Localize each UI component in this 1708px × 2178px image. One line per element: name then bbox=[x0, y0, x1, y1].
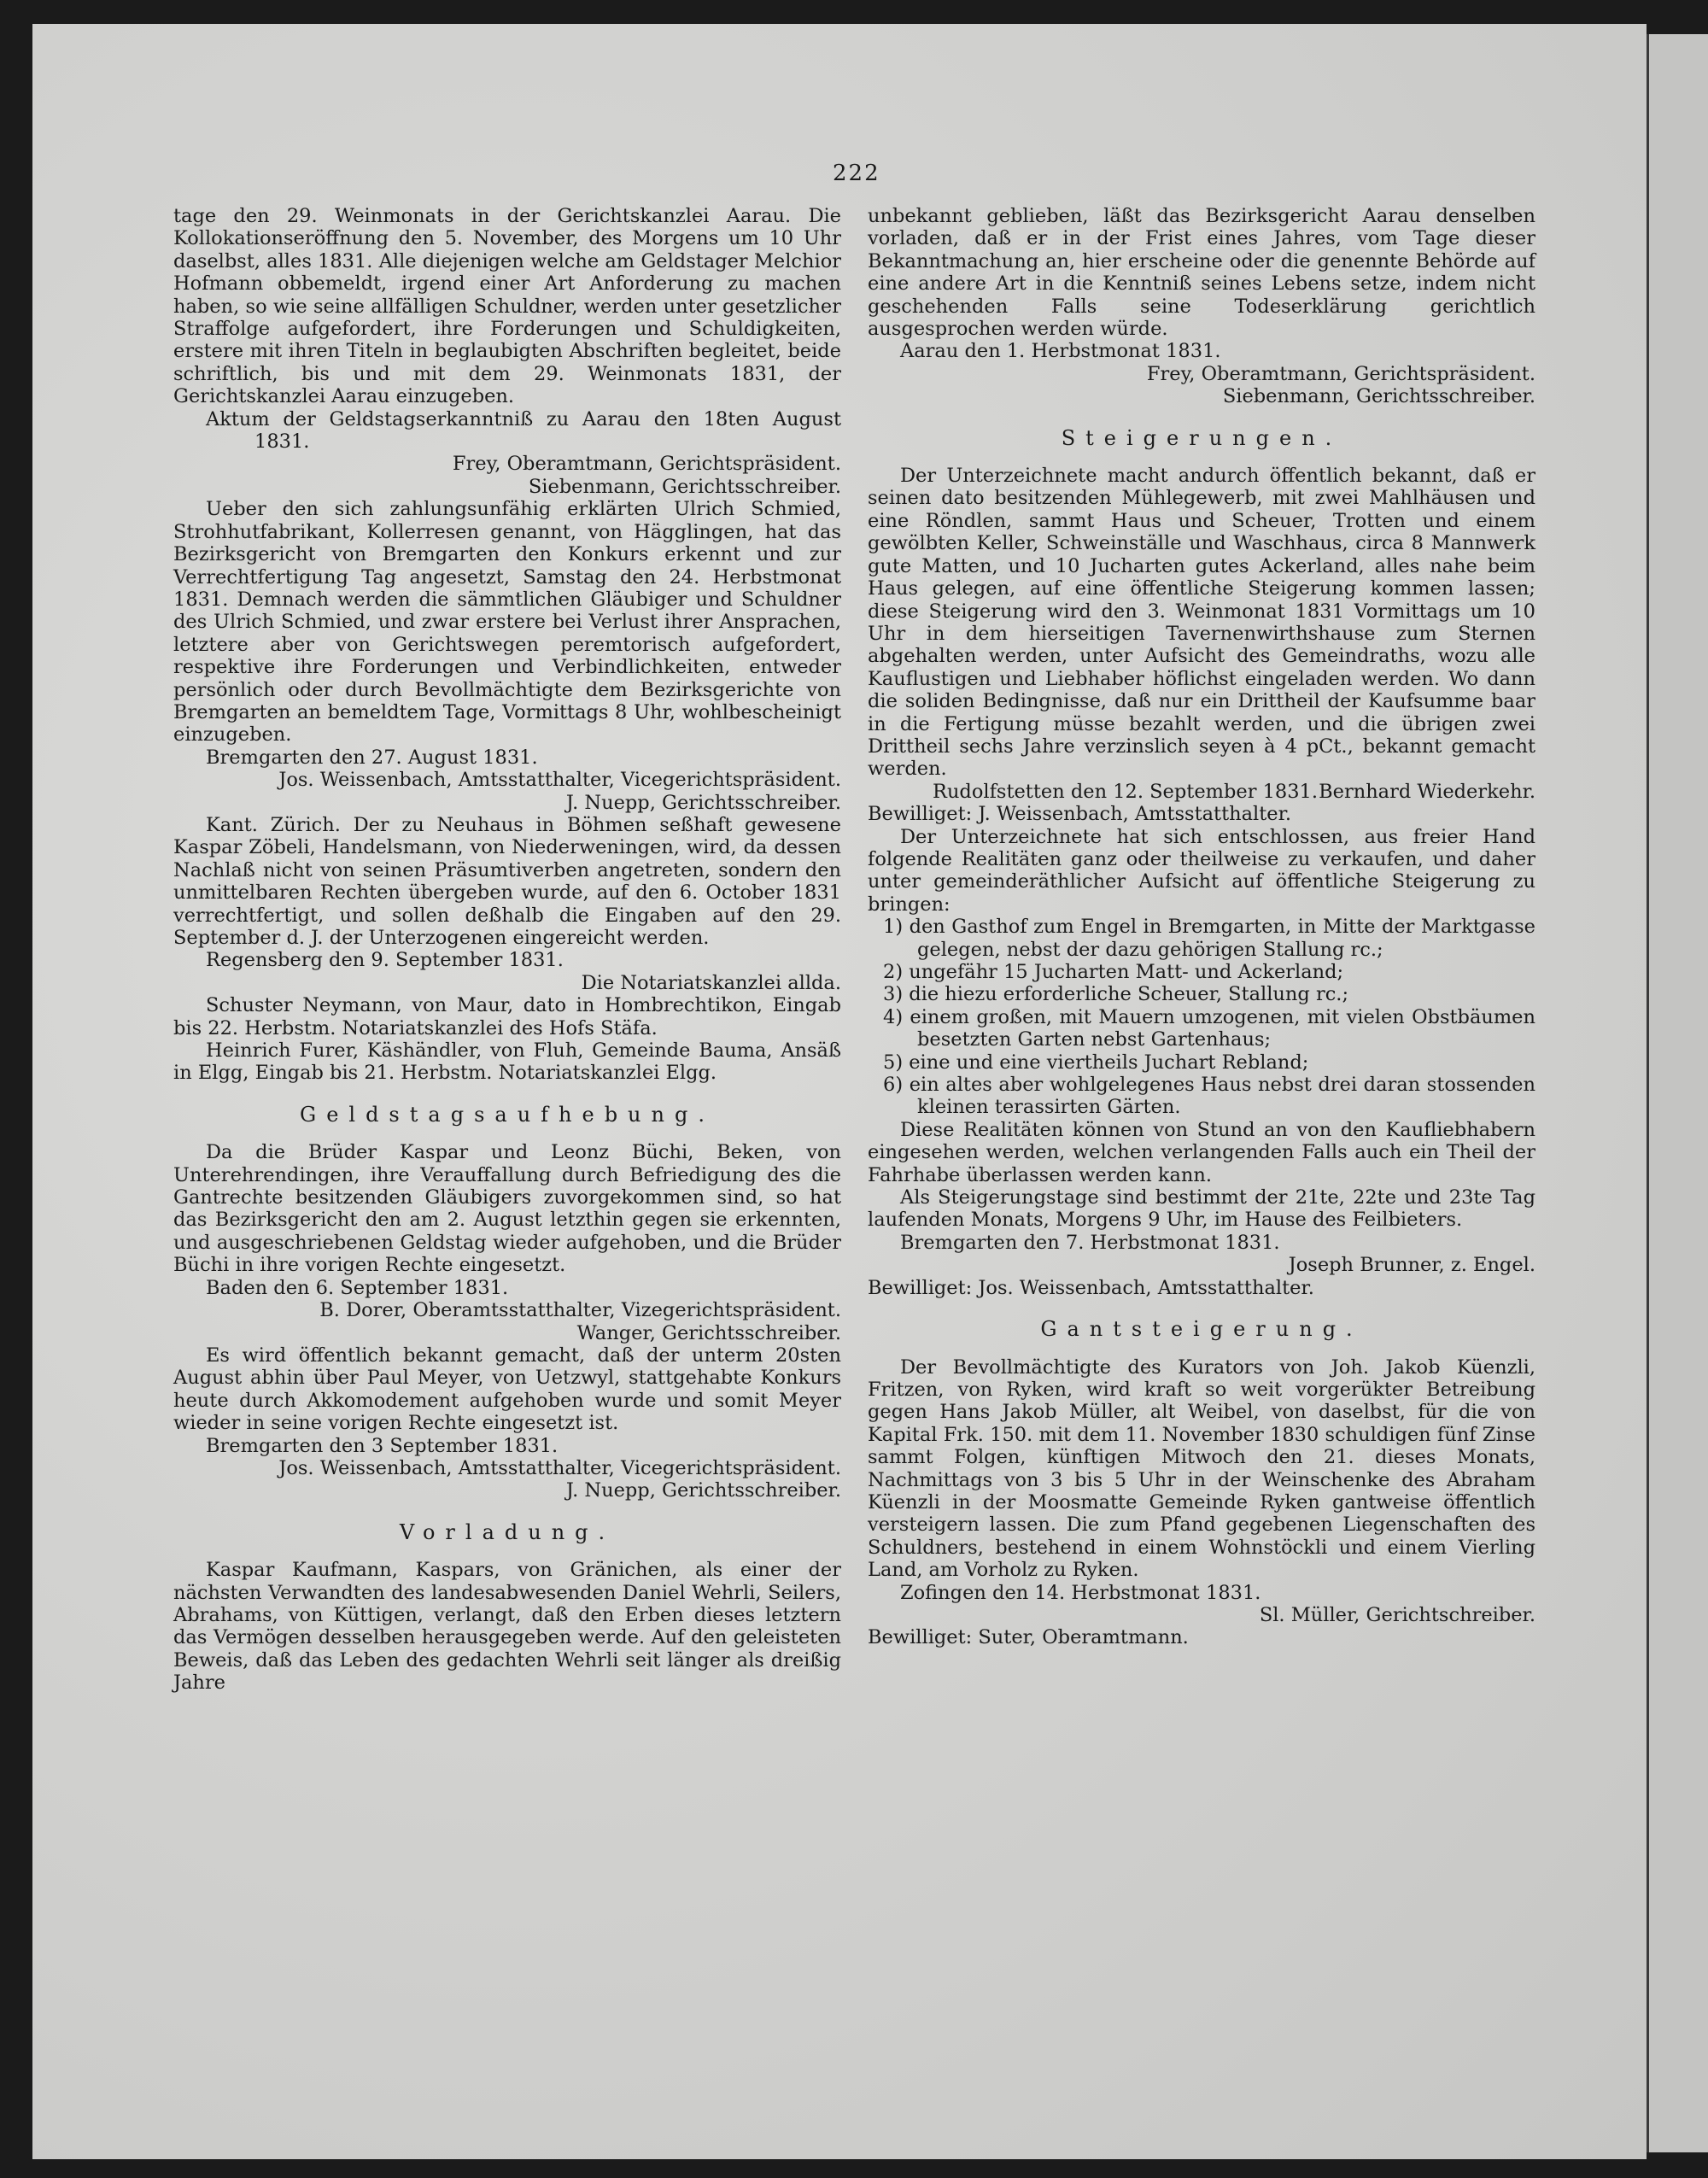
dateline: Aarau den 1. Herbstmonat 1831. bbox=[900, 340, 1221, 363]
dateline: Bremgarten den 3 September 1831. bbox=[206, 1434, 559, 1457]
section-heading: Vorladung. bbox=[399, 1519, 616, 1544]
list-item: 6) ein altes aber wohlgelegenes Haus nebst drei daran stossenden kleinen terassirten Gärten. bbox=[883, 1074, 1535, 1119]
section-heading: Steigerungen. bbox=[1061, 425, 1342, 450]
notice-paragraph: Der Bevollmächtigte des Kurators von Joh. Jakob Küenzli, Fritzen, von Ryken, wird kraft so weit vorgerükter Betreibung gegen Hans Jakob Müller, alt Weibel, von daselbst, für die von Kapital Frk. 150. mit dem 11. November 1830 schuldigen fünf Zinse sammt Folgen, künftigen Mitwoch den 21. dieses Monats, Nachmittags von 3 bis 5 Uhr in der Weinschenke des Abraham Küenzli in der Moosmatte Gemeinde Ryken gantweise öffentlich versteigern lassen. Die zum Pfand gegebenen Liegenschaften des Schuldners, bestehend in einem Wohnstöckli und einem Vierling Land, am Vorholz zu Ryken. bbox=[868, 1355, 1535, 1582]
signature: Wanger, Gerichtsschreiber. bbox=[576, 1321, 841, 1344]
approval: Bewilliget: J. Weissenbach, Amtsstatthalter. bbox=[868, 803, 1292, 826]
signature: Jos. Weissenbach, Amtsstatthalter, Vicegerichtspräsident. bbox=[278, 769, 841, 792]
list-item: 3) die hiezu erforderliche Scheuer, Stallung rc.; bbox=[883, 983, 1349, 1006]
property-list bbox=[868, 916, 1535, 1119]
list-item: 4) einem großen, mit Mauern umzogenen, mit vielen Obstbäumen besetzten Garten nebst Gartenhaus; bbox=[883, 1005, 1535, 1051]
adjacent-page-edge bbox=[1647, 34, 1708, 2152]
notice-paragraph: Kant. Zürich. Der zu Neuhaus in Böhmen seßhaft gewesene Kaspar Zöbeli, Handelsmann, von Niederweningen, wird, da dessen Nachlaß nicht von seinen Präsumtiverben angetreten, sondern den unmittelbaren Rechten übergeben wurde, auf den 6. October 1831 verrechtfertigt, und sollen deßhalb die Eingaben auf den 29. September d. J. der Unterzogenen eingereicht werden. bbox=[173, 813, 841, 949]
signature: Joseph Brunner, z. Engel. bbox=[1288, 1254, 1535, 1277]
signature: J. Nuepp, Gerichtsschreiber. bbox=[565, 1479, 841, 1502]
signature: Die Notariatskanzlei allda. bbox=[581, 971, 841, 994]
list-item: 2) ungefähr 15 Jucharten Matt- und Ackerland; bbox=[883, 961, 1344, 983]
dateline: Zofingen den 14. Herbstmonat 1831. bbox=[900, 1581, 1261, 1604]
notice-paragraph: Der Unterzeichnete macht andurch öffentlich bekannt, daß er seinen dato besitzenden Mühlegewerb, mit zwei Mahlhäusen und eine Röndlen, sammt Haus und Scheuer, Trotten und einem gewölbten Keller, Schweinställe und Waschhaus, circa 8 Mannwerk gute Matten, und 10 Jucharten gutes Ackerland, alles nahe beim Haus gelegen, auf eine öffentliche Steigerung kommen lassen; diese Steigerung wird den 3. Weinmonat 1831 Vormittags um 10 Uhr in dem hierseitigen Tavernenwirthshause zum Sternen abgehalten werden, unter Aufsicht des Gemeindraths, wozu alle Kauflustigen und Liebhaber höflichst eingeladen werden. Wo dann die soliden Bedingnisse, daß nur ein Drittheil der Kaufsumme baar in die Fertigung müsse bezahlt werden, und die übrigen zwei Drittheil sechs Jahre verzinslich seyen à 4 pCt., bekannt gemacht werden. bbox=[868, 465, 1535, 781]
dateline: Regensberg den 9. September 1831. bbox=[206, 949, 564, 972]
signature: B. Dorer, Oberamtsstatthalter, Vizegerichtspräsident. bbox=[319, 1299, 841, 1322]
signature: Siebenmann, Gerichtsschreiber. bbox=[528, 475, 841, 498]
notice-paragraph: Aktum der Geldstagserkanntniß zu Aarau den 18ten August 1831. bbox=[206, 407, 841, 454]
section-heading: Geldstagsaufhebung. bbox=[300, 1102, 715, 1127]
right-column bbox=[868, 205, 1535, 1649]
notice-paragraph: Da die Brüder Kaspar und Leonz Büchi, Beken, von Unterehrendingen, ihre Verauffallung durch Befriedigung des die Gantrechte besitzenden Gläubigers zuvorgekommen sind, so hat das Bezirksgericht den am 2. August letzthin gegen sie erkennten, und ausgeschriebenen Geldstag wieder aufgehoben, und die Brüder Büchi in ihre vorigen Rechte eingesetzt. bbox=[173, 1141, 841, 1277]
signature: J. Nuepp, Gerichtsschreiber. bbox=[565, 791, 841, 814]
approval: Bewilliget: Suter, Oberamtmann. bbox=[868, 1626, 1189, 1649]
notice-paragraph: Es wird öffentlich bekannt gemacht, daß der unterm 20sten August abhin über Paul Meyer, von Uetzwyl, stattgehabte Konkurs heute durch Akkomodement aufgehoben wurde und somit Meyer wieder in seine vorigen Rechte eingesetzt ist. bbox=[173, 1344, 841, 1435]
notice-paragraph: Diese Realitäten können von Stund an von den Kaufliebhabern eingesehen werden, welchen verlangenden Falls auch ein Theil der Fahrhabe überlassen werden kann. bbox=[868, 1118, 1535, 1186]
dateline-row bbox=[868, 781, 1535, 803]
section-heading: Gantsteigerung. bbox=[1040, 1317, 1363, 1342]
approval: Bewilliget: Jos. Weissenbach, Amtsstatthalter. bbox=[868, 1276, 1314, 1299]
signature: Frey, Oberamtmann, Gerichtspräsident. bbox=[1146, 362, 1535, 385]
signature: Bernhard Wiederkehr. bbox=[1319, 780, 1535, 803]
notice-paragraph: tage den 29. Weinmonats in der Gerichtskanzlei Aarau. Die Kollokationseröffnung den 5. November, des Morgens um 10 Uhr daselbst, alles 1831. Alle diejenigen welche am Geldstager Melchior Hofmann obbemeldt, irgend einer Art Anforderung zu machen haben, so wie seine allfälligen Schuldner, werden unter gesetzlicher Straffolge aufgefordert, ihre Forderungen und Schuldigkeiten, erstere mit ihren Titeln in beglaubigten Abschriften begleitet, beide schriftlich, bis und mit dem 29. Weinmonats 1831, der Gerichtskanzlei Aarau einzugeben. bbox=[173, 205, 841, 408]
notice-paragraph: Kaspar Kaufmann, Kaspars, von Gränichen, als einer der nächsten Verwandten des landesabwesenden Daniel Wehrli, Seilers, Abrahams, von Küttigen, verlangt, daß den Erben dieses letztern das Vermögen desselben herausgegeben werde. Auf den geleisteten Beweis, daß das Leben des gedachten Wehrli seit länger als dreißig Jahre bbox=[173, 1559, 841, 1695]
left-column bbox=[173, 205, 841, 1695]
dateline: Bremgarten den 7. Herbstmonat 1831. bbox=[900, 1231, 1280, 1254]
notice-paragraph: Schuster Neymann, von Maur, dato in Hombrechtikon, Eingab bis 22. Herbstm. Notariatskanzlei des Hofs Stäfa. bbox=[173, 994, 841, 1039]
list-item: 5) eine und eine viertheils Juchart Rebland; bbox=[883, 1051, 1309, 1074]
notice-paragraph: Ueber den sich zahlungsunfähig erklärten Ulrich Schmied, Strohhutfabrikant, Kollerresen genannt, von Hägglingen, hat das Bezirksgericht von Bremgarten den Konkurs erkennt und zur Verrechtfertigung Tag angesetzt, Samstag den 24. Herbstmonat 1831. Demnach werden die sämmtlichen Gläubiger und Schuldner des Ulrich Schmied, und zwar erstere bei Verlust ihrer Ansprachen, letztere aber von Gerichtswegen peremtorisch aufgefordert, respektive ihre Forderungen und Verbindlichkeiten, entweder persönlich oder durch Bevollmächtigte dem Bezirksgerichte von Bremgarten an bemeldtem Tage, Vormittags 8 Uhr, wohlbescheinigt einzugeben. bbox=[173, 498, 841, 746]
notice-paragraph: unbekannt geblieben, läßt das Bezirksgericht Aarau denselben vorladen, daß er in der Frist eines Jahres, vom Tage dieser Bekanntmachung an, hier erscheine oder die genennte Behörde auf eine andere Art in die Kenntniß seines Lebens setze, indem nicht geschehenden Falls seine Todeserklärung gerichtlich ausgesprochen werden würde. bbox=[868, 205, 1535, 341]
dateline: Bremgarten den 27. August 1831. bbox=[206, 746, 538, 769]
notice-paragraph: Der Unterzeichnete hat sich entschlossen, aus freier Hand folgende Realitäten ganz oder theilweise zu verkaufen, und daher unter gemeinderäthlicher Aufsicht auf öffentliche Steigerung zu bringen: bbox=[868, 825, 1535, 916]
list-item: 1) den Gasthof zum Engel in Bremgarten, in Mitte der Marktgasse gelegen, nebst der dazu gehörigen Stallung rc.; bbox=[883, 916, 1535, 961]
page-number: 222 bbox=[833, 161, 880, 186]
signature: Sl. Müller, Gerichtschreiber. bbox=[1259, 1603, 1535, 1626]
dateline: Baden den 6. September 1831. bbox=[206, 1276, 509, 1299]
dateline: Rudolfstetten den 12. September 1831. bbox=[933, 780, 1319, 803]
signature: Jos. Weissenbach, Amtsstatthalter, Vicegerichtspräsident. bbox=[278, 1456, 841, 1479]
notice-paragraph: Als Steigerungstage sind bestimmt der 21te, 22te und 23te Tag laufenden Monats, Morgens 9 Uhr, im Hause des Feilbieters. bbox=[868, 1186, 1535, 1232]
signature: Siebenmann, Gerichtsschreiber. bbox=[1222, 385, 1535, 408]
notice-paragraph: Heinrich Furer, Käshändler, von Fluh, Gemeinde Bauma, Ansäß in Elgg, Eingab bis 21. Herbstm. Notariatskanzlei Elgg. bbox=[173, 1039, 841, 1085]
signature: Frey, Oberamtmann, Gerichtspräsident. bbox=[452, 453, 841, 476]
